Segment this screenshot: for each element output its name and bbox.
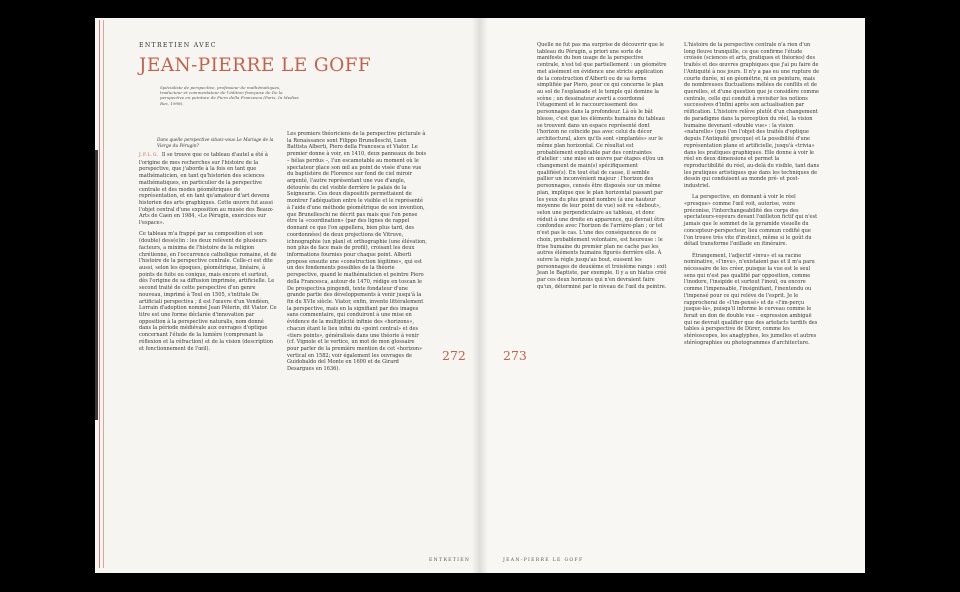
interviewee-title: JEAN-PIERRE LE GOFF [139, 55, 372, 76]
running-head-right: JEAN-PIERRE LE GOFF [503, 558, 584, 563]
page-number-left: 272 [442, 348, 466, 363]
paragraph: Les premiers théoriciens de la perspective picturale à la Renaissance sont Filippo Brunelleschi, Leon Battista Alberti, Piero della Francesca et Viator. Le premier donne à voir, en 1410, deux panneaux de bois – hélas perdus –, l'un escamotable au moment où le spectateur place son œil au point de visée d'une vue du baptistère de Florence sur fond de ciel miroir argenté, l'autre représentant une vue d'angle, détourée du ciel visible derrière le palais de la Seigneurie. Ces deux dispositifs permettaient de montrer l'adéquation entre le visible et le représenté à l'aide d'une méthode géométrique de son invention, que Brunelleschi ne décrit pas mais que l'on pense être la «coordination» (par des lignes de rappel donnant ce que l'on appellera, bien plus tard, des coordonnées) de deux projections de Vitruve, ichnographie (un plan) et orthographie (une élévation, non plus de face mais de profil), croisant les deux informations fournies pour chaque point. Alberti propose ensuite une «construction légitime», qui est un des fondements possibles de la théorie perspective, quand le mathématicien et peintre Piero della Francesca, autour de 1470, rédige en toscan le De prospectiva pingendi, texte fondateur d'une grande partie des développements à venir jusqu'à la fin du XVIe siècle. Viator, enfin, invente littéralement la perspective, mais en la signifiant par des images sans commentaire, qui conduiront à une mise en évidence de la multiplicité infinie des «horizons», chacun étant le lieu infini du «point central» et des «tiers points», généralisés dans une théorie à venir (cf. Vignole et le vertice, un mot de mon glossaire pour parler de la première mention de cet «horizon» vertical en 1582; voir également les ouvrages de Guidobaldo del Monte en 1600 et de Girard Desargues en 1636). [287, 131, 427, 373]
speaker-mark: J.P.L.G. [139, 153, 159, 158]
paragraph: L'histoire de la perspective centrale n'a rien d'un long fleuve tranquille, ce que confirme l'étude croisée (sciences et arts, pratiques et théories) des traités et des œuvres graphiques que j'ai pu faire de l'Antiquité à nos jours. Il n'y a pas eu une rupture de courte durée, ni en géométrie, ni en peinture, mais de nombreuses fluctuations mêlées de conflits et de querelles, et d'une question que je considère comme centrale, celle qui conduit à revisiter les notions successives d'infini après son actualisation par réification. L'histoire relève plutôt d'un changement de paradigme dans la perception du réel, la vision humaine devenant «double vue» : la vision «naturelle» (que l'on l'objet des traités d'optique depuis l'Antiquité grecque) et la possibilité d'une représentation plane et artificielle, jusqu'à «trivia» dans les pratiques graphiques. Elle donne à voir le réel en deux dimensions et permet la reproductibilité du réel, au-delà du visible, tant dans les pratiques artistiques que dans les techniques de dessin qui conduisent au monde pré- et post-industriel. [684, 42, 820, 190]
page-edge-line [99, 20, 100, 568]
book-spine [472, 18, 488, 573]
interview-kicker: ENTRETIEN AVEC [139, 42, 217, 49]
page-edge-shadow [95, 150, 98, 420]
right-column-1 [537, 42, 667, 295]
page-edge-line-2 [103, 20, 104, 568]
paragraph: Quelle ne fut pas ma surprise de découvrir que le tableau du Pérugin, a priori une sorte de manifeste du bon usage de la perspective centrale, n'est tel que partiellement : un géomètre met aisément en évidence une stricte application de la construction d'Alberti ou de sa forme simplifiée par Piero, pour ce qui concerne le plan au sol de l'esplanade et le temple qui domine la scène ; un dessinateur averti a coordonné l'étagement et le raccourcissement des personnages dans la profondeur. Là où le bât blesse, c'est que les éléments humains du tableau se trouvent dans un espace représenté dont l'horizon ne coïncide pas avec celui du décor architectural, alors qu'ils sont «implantés» sur le même plan horizontal. Ce résultat est probablement explicable par des contraintes d'atelier : une mise en œuvre par étapes et/ou un changement de main(s) spécifiquement qualifiée(s). En tout état de cause, il semble pallier un inconvénient majeur : l'horizon des personnages, censés être disposés sur un même plan, implique que le plan horizontal passant par les yeux du plus grand nombre (à une hauteur moyenne de leur point de vue) soit vu «debout», selon une perpendiculaire au tableau, et donc réduit à une droite en apparence, qui devrait être confondue avec l'horizon de l'arrière-plan ; or tel n'est pas le cas. L'une des conséquences de ce choix, probablement volontaire, est heureuse : le frise humaine du premier plan ne cache pas les autres éléments humains figurés derrière elle. À suivre la règle jusqu'au bout, eussent les personnages de deuxième et troisième rangs : exit Jean le Baptiste, par exemple. Il y a un hiatus créé par ces deux horizons qui n'en devraient faire qu'un, déterminé par le niveau de l'œil du peintre. [537, 42, 667, 290]
paragraph [139, 152, 277, 227]
interviewee-subtitle: Spécialiste de perspective, professeur de mathématiques, traducteur et commentateur de l'édition française de De la perspective en peinture de Piero della Francesca (Paris, In Medias Res, 1998). [160, 85, 299, 106]
paragraph: La perspective, en donnant à voir le réel «presque» comme l'œil voit, autorise, voire préconise, l'interchangeabilité des corps des spectateurs-voyeurs devant l'œilleton fictif qui n'est jamais que le sommet de la pyramide visuelle du concepteur-perspecteur, lieu commun codifié que l'on trouve très vite d'instinct, même si le goût du détail transforme l'œillade en itinéraire. [684, 194, 818, 248]
page-number-right: 273 [503, 348, 527, 363]
interview-question: Dans quelle perspective situez-vous Le Mariage de la Vierge du Pérugin? [157, 138, 274, 149]
paragraph: Étrangement, l'adjectif «invu» et sa racine nominative, «l'invu», n'existaient pas et il m'a paru nécessaire de les créer, puisque la vue est le seul sens qui n'est pas qualifié par opposition, comme l'inodore, l'insipide et surtout l'inouï, ou encore comme l'impensable, l'insignifiant, l'inentendu ou l'impensé pour ce qui relève de l'esprit. Je le rapprocherai de «l'im-pensé» et de «l'im-perçu jusque-là», puisqu'il informe le cerveau comme le ferait un don de double vue – expression ambiguë qui ne devrait qualifier que des artefacts tardifs des tables à perspective de Dürer, comme les stéréoscopes, les anaglyphes, les jumelles et autres stéréographies ou photogrammes d'architecture. [684, 252, 818, 346]
running-head-left: ENTRETIEN [429, 558, 471, 563]
paragraph: Ce tableau m'a frappé par sa composition et son (double) dess(e)in : les deux relèvent de plusieurs facteurs, a minima de l'histoire de la religion chrétienne, en l'occurrence catholique romaine, et de l'histoire de la perspective centrale. Celle-ci est dite aussi, selon les époques, géométrique, linéaire, à points de fuite ou conique, mais encore et surtout, dès l'origine de sa diffusion imprimée, artificielle. Le second traité de cette perspective d'un genre nouveau, imprimé à Toul en 1505, s'intitule De artificiali perspectiva ; il est l'œuvre d'un Vendéen, Lorrain d'adoption nommé Jean Pèlerin, dit Viator. Ce titre est une forme déclarée d'innovation par opposition à la perspective naturalis, nom donné dans la période médiévale aux ouvrages d'optique concernant l'étude de la lumière (comprenant la réflexion et la réfraction) et de la vision (description et fonctionnement de l'œil). [139, 231, 277, 352]
right-column-2 [684, 42, 820, 351]
paragraph-text: Il se trouve que ce tableau d'autel a été à l'origine de mes recherches sur l'histoire de la perspective, que j'aborde à la fois en tant que mathématicien, en tant qu'historien des sciences mathématiques, en particulier de la perspective centrale et des modes géométriques de représentation, et en tant qu'amateur d'art devenu historien des arts graphiques. Cette œuvre fut aussi l'objet central d'une exposition au musée des Beaux-Arts de Caen en 1984, «Le Pérugin, exercices sur l'espace». [139, 152, 274, 227]
left-column-1 [139, 152, 277, 357]
left-column-2 [287, 131, 427, 377]
